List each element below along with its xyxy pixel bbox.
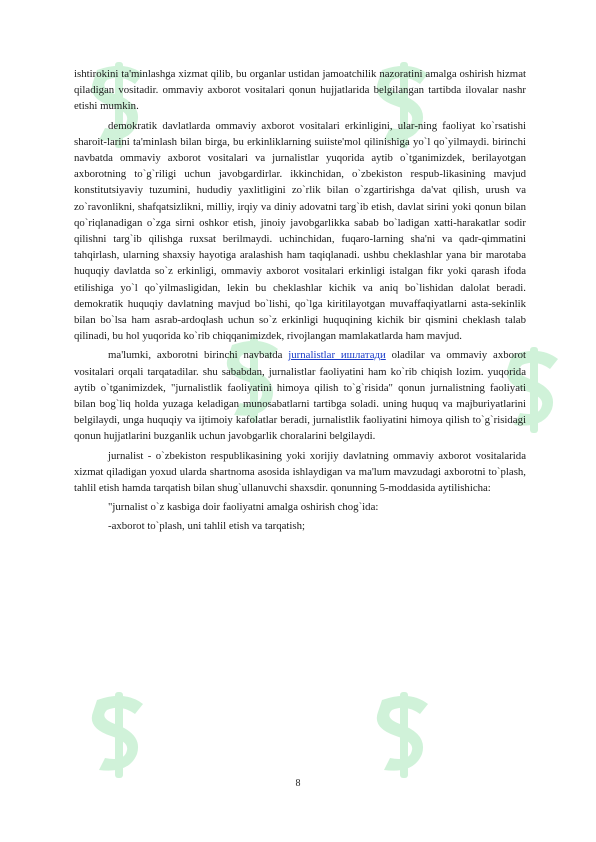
watermark-logo-icon [370,690,440,780]
paragraph-journalist-definition: jurnalist - o`zbekiston respublikasining yoki xorijiy davlatning ommaviy axborot vositalarida xizmat qiladigan yoxud ularda shartnoma asosida ishlaydigan va ma'lum mavzudagi axborotni to`plash, tahlil etish hamda tarqatish bilan shug`ullanuvchi shaxsdir. qonunning 5-moddasida aytilishicha: [74,449,526,495]
paragraph-continuation: ishtirokini ta'minlashga xizmat qilib, bu organlar ustidan jamoatchilik nazoratini amalga oshirish hizmat qiladigan vositadir. ommaviy axborot vositalari qonun hujjatlarida belgilangan tartibda ilovalar nashr etishi mumkin. [74,68,526,113]
watermark-logo-icon [85,690,155,780]
paragraph-journalists-before: ma'lumki, axborotni birinchi navbatda [108,349,289,362]
paragraph-journalists [74,347,526,444]
paragraph-journalists-after: oladilar va ommaviy axborot vositalari orqali tarqatadilar. shu sababdan, jurnalistlar faoliyatini ham ko`rib chiqish lozim. yuqorida aytib o`tganimizdek, "jurnalistlik faoliyatini himoya qilish to`g`risida" qonun jurnalistning faoliyati bilan bog`liq holda yuzaga keladigan munosabatlarni tartibga soladi. uning huquq va majburiyatlarini belgilaydi, unga huquqiy va ijtimoiy kafolatlar beradi, jurnalistlik faoliyatini himoya qilish to`g`risidagi qonun hujjatlarini buzganlik uchun javobgarlik choralarini belgilaydi. [74,349,527,443]
page-number: 8 [295,778,301,789]
journalists-link[interactable]: jurnalistlar ишлатади [288,349,386,362]
paragraph-democratic-restrictions: demokratik davlatlarda ommaviy axborot vositalari erkinligini, ular-ning faoliyat ko`rsatishi sharoit-larini ta'minlash bilan birga, bu erkinliklarning suiiste'mol qilinishiga yo`l qo`yilmaydi. birinchi navbatda ommaviy axborot vositalari va jurnalistlar yuqorida aytib o`tganimizdek, berilayotgan axborotning to`g`riligi uchun javobgardirlar. ikkinchidan, o`zbekiston respub-likasining mavjud konstitutsiyaviy tuzumini, hududiy yaxlitligini zo`rlik bilan o`zgartirishga da'vat qilish, urush va zo`ravonlikni, shafqatsizlikni, milliy, irqiy va diniy adovatni targ`ib etish, davlat sirini yoki qonun bilan qo`riqlanadigan o`zga sirni oshkor etish, jinoiy javobgarlikka sabab bo`ladigan xatti-harakatlar sodir qilishni targ`ib qilishga ruxsat berilmaydi. uchinchidan, fuqaro-larning sha'ni va qadr-qimmatini tahqirlash, ularning shaxsiy hayotiga aralashish ham taqiqlanadi. ushbu cheklashlar yana bir marotaba huquqiy davlatda so`z erkinligi, ommaviy axborot vositalari erkinligi istalgan fikr yoki qarash ifoda etilishiga yo`l qo`yilmasligidan, lekin bu cheklashlar kichik va aniq bo`lishidan dalolat beradi. demokratik huquqiy davlatning mavjud bo`lishi, qo`lga kiritilayotgan muvaffaqiyatlarni asta-sekinlik bilan bo`lsa ham asrab-ardoqlash uchun so`z erkinligi huquqining kichik bir qismini cheklash talab qilinadi, bu hol yuqorida ko`rib chiqqanimizdek, rivojlangan mamlakatlarda ham mavjud. [74,119,526,343]
paragraph-list-item: -axborot to`plash, uni tahlil etish va tarqatish; [108,520,306,533]
paragraph-quote-intro: "jurnalist o`z kasbiga doir faoliyatni amalga oshirish chog`ida: [108,501,379,514]
document-body [74,66,526,538]
